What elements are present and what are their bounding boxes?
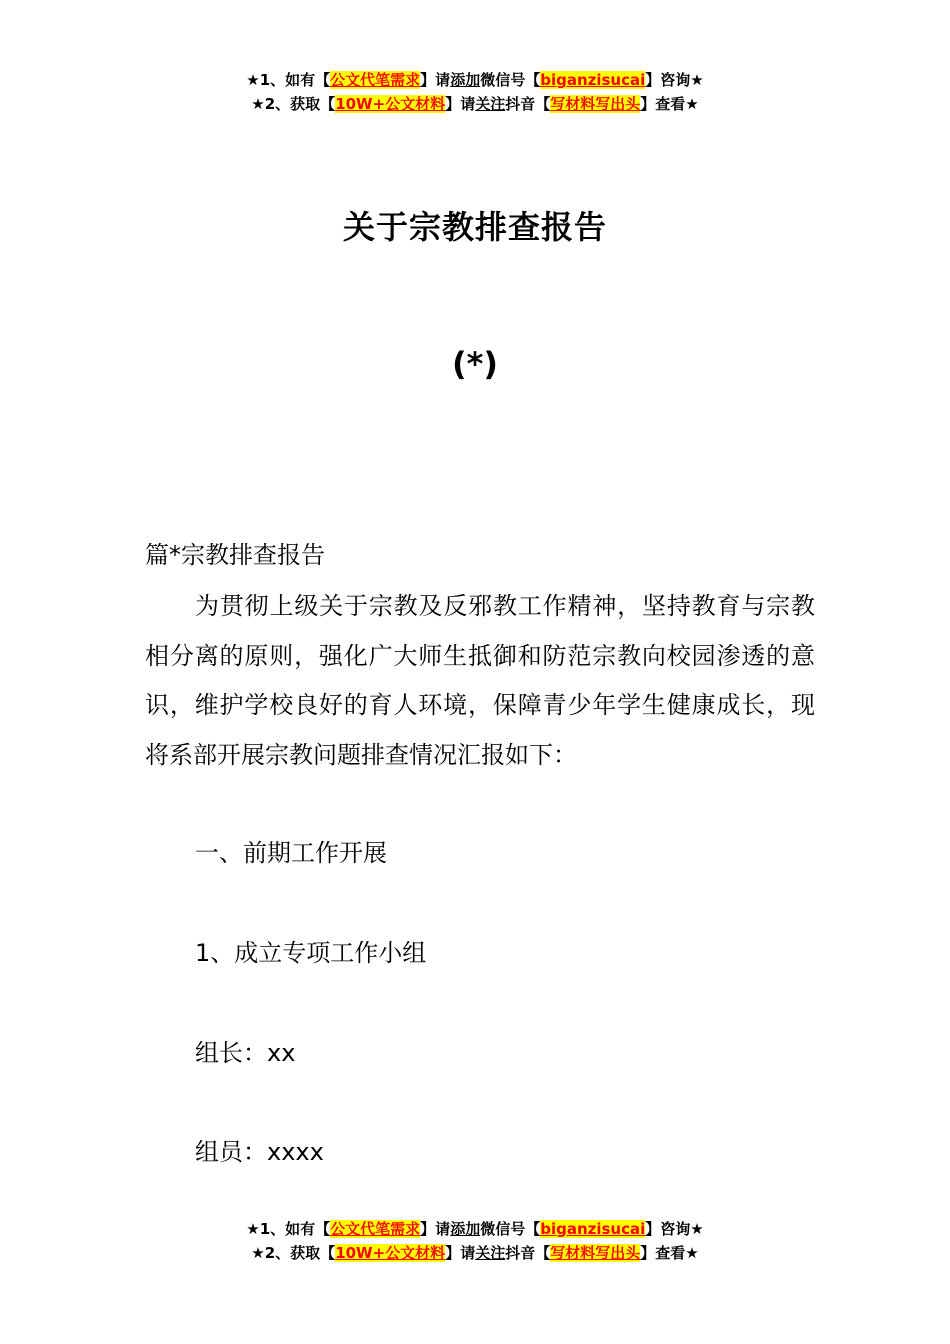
promo-text: 】请 [445,95,476,113]
promo-highlight: 公文代笔需求 [330,1220,421,1238]
promo-douyin-id: 写材料写出头 [550,95,641,113]
promo-emphasis: 添加 [450,71,481,89]
promo-text: ★1、如有【 [246,1220,331,1238]
promo-douyin-id: 写材料写出头 [550,1244,641,1262]
promo-wechat-id: biganzisucai [540,71,646,89]
promo-text: 】咨询★ [645,71,704,89]
promo-text: 微信号【 [480,71,541,89]
promo-text: 抖音【 [505,95,551,113]
promo-text: 】咨询★ [645,1220,704,1238]
promo-text: 微信号【 [480,1220,541,1238]
promo-emphasis: 添加 [450,1220,481,1238]
promo-highlight: 公文代笔需求 [330,71,421,89]
promo-text: ★1、如有【 [246,71,331,89]
promo-text: 】查看★ [640,95,699,113]
item-heading: 1、成立专项工作小组 [195,939,427,967]
promo-highlight: 10W+公文材料 [335,95,446,113]
intro-paragraph: 为贯彻上级关于宗教及反邪教工作精神，坚持教育与宗教相分离的原则，强化广大师生抵御和防范宗教向校园渗透的意识，维护学校良好的育人环境，保障青少年学生健康成长，现将系部开展宗教问题排查情况汇报如下： [145,592,815,769]
document-subtitle: (*) [452,345,498,383]
promo-text: 】查看★ [640,1244,699,1262]
promo-text: 】请 [445,1244,476,1262]
promo-text: 】请 [420,71,451,89]
promo-line-2 [0,1241,950,1265]
promo-line-2 [0,92,950,116]
leader-line: 组长：xx [195,1039,296,1067]
promo-emphasis: 关注 [475,95,506,113]
document-title: 关于宗教排查报告 [342,208,607,246]
promo-line-1 [0,1217,950,1241]
promo-text: 】请 [420,1220,451,1238]
promo-banner-top [0,68,950,116]
promo-text: ★2、获取【 [251,95,336,113]
promo-emphasis: 关注 [475,1244,506,1262]
promo-wechat-id: biganzisucai [540,1220,646,1238]
promo-banner-bottom [0,1217,950,1265]
promo-line-1 [0,68,950,92]
members-line: 组员：xxxx [195,1138,324,1166]
promo-text: 抖音【 [505,1244,551,1262]
section-heading: 篇*宗教排查报告 [145,541,325,569]
promo-highlight: 10W+公文材料 [335,1244,446,1262]
part-heading: 一、前期工作开展 [195,839,387,867]
promo-text: ★2、获取【 [251,1244,336,1262]
